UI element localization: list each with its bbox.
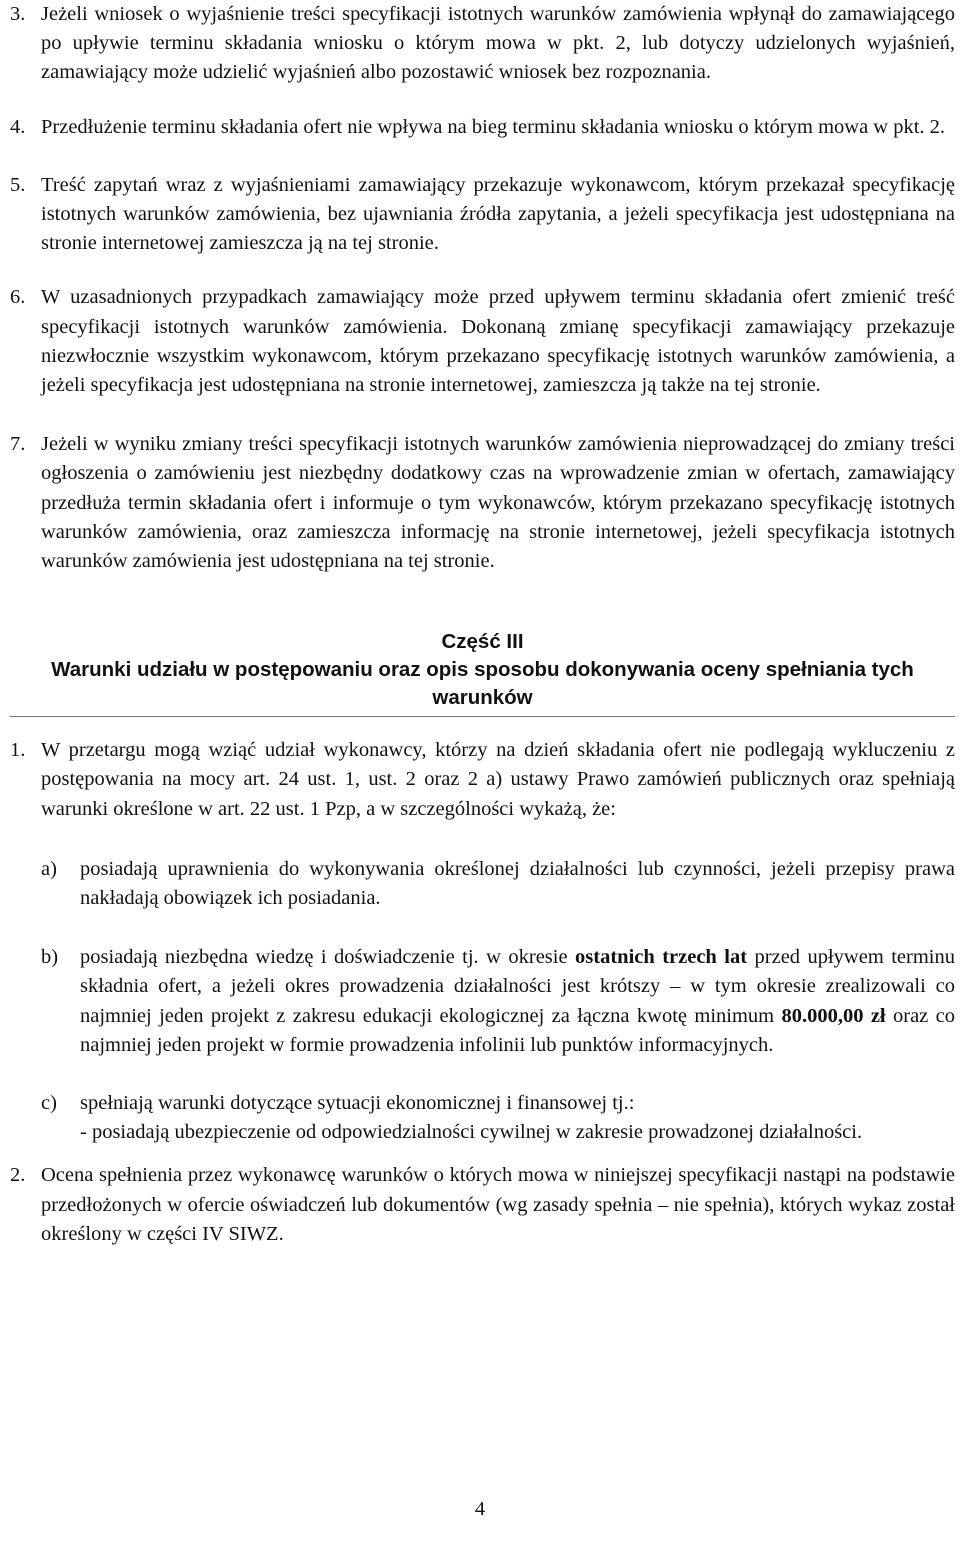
sub-item-text: spełniają warunki dotyczące sytuacji ekonomicznej i finansowej tj.: xyxy=(80,1092,635,1115)
section-divider xyxy=(10,716,955,717)
item-number: 3. xyxy=(10,3,26,25)
item-text: Jeżeli w wyniku zmiany treści specyfikacji istotnych warunków zamówienia nieprowadzącej do zmiany treści ogłoszenia o zamówieniu jest niezbędny dodatkowy czas na wprowadzenie zmian w ofertach, zamawiający przedłuża termin składania ofert i informuje o tym wykonawców, którym przekazano specyfikację istotnych warunków zamówienia, oraz zamieszcza informację na stronie internetowej, jeżeli specyfikacja istotnych warunków zamówienia jest udostępniana na tej stronie. xyxy=(41,433,955,573)
sub-item-text-part: oraz co najmniej jeden projekt w formie prowadzenia infolinii lub punktów informacyjnych. xyxy=(80,1004,955,1056)
sub-item-text xyxy=(80,946,955,1056)
list-item xyxy=(10,0,955,88)
section-title: Warunki udziału w postępowaniu oraz opis sposobu dokonywania oceny spełniania tych warunków xyxy=(51,658,914,710)
list-item xyxy=(10,430,955,576)
list-item xyxy=(10,1161,955,1249)
sub-item-a xyxy=(10,855,955,913)
sub-item-letter: b) xyxy=(41,946,59,969)
document-page xyxy=(10,0,955,1249)
list-item xyxy=(10,113,955,142)
page-number: 4 xyxy=(474,1498,486,1520)
item-text: Przedłużenie terminu składania ofert nie wpływa na bieg terminu składania wniosku o którym mowa w pkt. 2. xyxy=(41,115,946,138)
item-number: 7. xyxy=(10,433,26,456)
sub-item-letter: c) xyxy=(41,1092,57,1115)
item-number: 6. xyxy=(10,286,26,309)
section-heading xyxy=(10,628,955,717)
list-item xyxy=(10,736,955,824)
item-number: 5. xyxy=(10,173,26,196)
list-item xyxy=(10,283,955,400)
item-text: Treść zapytań wraz z wyjaśnieniami zamawiający przekazuje wykonawcom, którym przekazał specyfikację istotnych warunków zamówienia, bez ujawniania źródła zapytania, a jeżeli specyfikacja jest udostępniana na stronie internetowej zamieszcza ją na tej stronie. xyxy=(41,173,955,255)
item-text: W przetargu mogą wziąć udział wykonawcy, którzy na dzień składania ofert nie podlegają wykluczeniu z postępowania na mocy art. 24 ust. 1, ust. 2 oraz 2 a) ustawy Prawo zamówień publicznych oraz spełniają warunki określone w art. 22 ust. 1 Pzp, a w szczególności wykażą, że: xyxy=(41,739,955,820)
bold-phrase-amount: 80.000,00 zł xyxy=(781,1004,886,1027)
item-number: 2. xyxy=(10,1164,26,1187)
sub-item-c-dash: - posiadają ubezpieczenie od odpowiedzialności cywilnej w zakresie prowadzonej działalności. xyxy=(80,1121,863,1144)
sub-item-b xyxy=(10,943,955,1060)
list-item xyxy=(10,171,955,259)
item-text: W uzasadnionych przypadkach zamawiający może przed upływem terminu składania ofert zmienić treść specyfikacji istotnych warunków zamówienia. Dokonaną zmianę specyfikacji zamawiający przekazuje niezwłocznie wszystkim wykonawcom, którym przekazano specyfikację istotnych warunków zamówienia, a jeżeli specyfikacja jest udostępniana na stronie internetowej, zamieszcza ją także na tej stronie. xyxy=(41,286,955,397)
bold-phrase-period: ostatnich trzech lat xyxy=(575,946,748,969)
sub-item-text-part: przed upływem terminu składnia ofert, a jeżeli okres prowadzenia działalności jest krótszy – w tym okresie zrealizowali co najmniej jeden projekt z zakresu edukacji ekologicznej za łączna kwotę minimum xyxy=(80,946,955,1027)
section-part-title: Część III xyxy=(441,630,524,654)
sub-item-text: posiadają uprawnienia do wykonywania określonej działalności lub czynności, jeżeli przepisy prawa nakładają obowiązek ich posiadania. xyxy=(80,857,955,910)
item-text: Ocena spełnienia przez wykonawcę warunków o których mowa w niniejszej specyfikacji nastąpi na podstawie przedłożonych w ofercie oświadczeń lub dokumentów (wg zasady spełnia – nie spełnia), których wykaz został określony w części IV SIWZ. xyxy=(41,1164,955,1245)
item-number: 1. xyxy=(10,739,26,762)
item-number: 4. xyxy=(10,115,26,138)
item-text: Jeżeli wniosek o wyjaśnienie treści specyfikacji istotnych warunków zamówienia wpłynął do zamawiającego po upływie terminu składania wniosku o którym mowa w pkt. 2, lub dotyczy udzielonych wyjaśnień, zamawiający może udzielić wyjaśnień albo pozostawić wniosek bez rozpoznania. xyxy=(41,3,955,84)
sub-item-c xyxy=(10,1089,955,1118)
sub-item-letter: a) xyxy=(41,857,57,880)
sub-item-text-part: posiadają niezbędna wiedzę i doświadczenie tj. w okresie xyxy=(80,946,576,969)
